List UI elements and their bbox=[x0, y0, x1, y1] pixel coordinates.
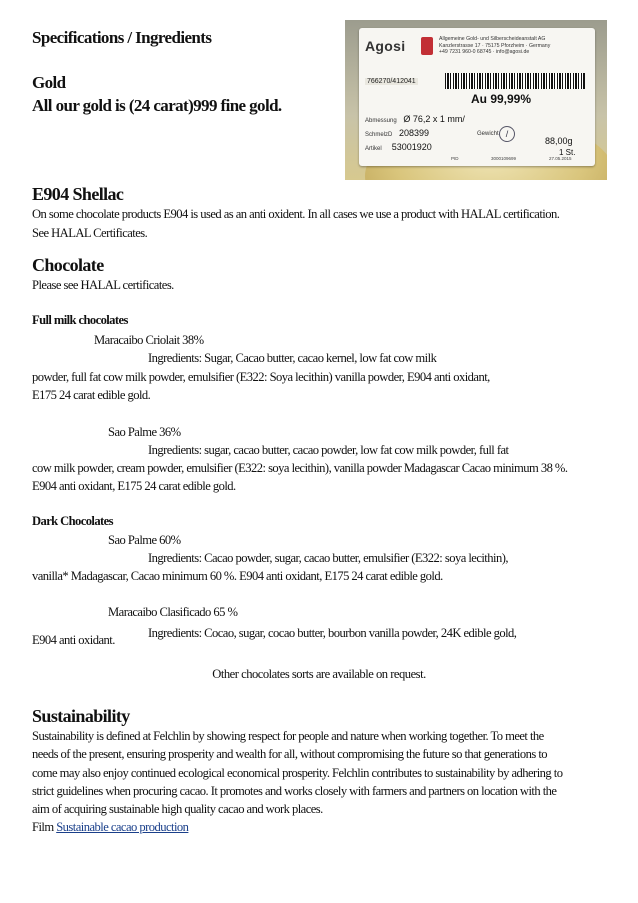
gold-label-photo bbox=[345, 20, 607, 180]
sustainability-line: strict guidelines when procuring cacao. It promotes and works closely with farmers and partners on location with the bbox=[32, 784, 557, 798]
shellac-text-line-2: See HALAL Certificates. bbox=[32, 226, 148, 240]
product-name: Maracaibo Criolait 38% bbox=[94, 333, 204, 347]
shellac-text-line-1: On some chocolate products E904 is used as an anti oxident. In all cases we use a product with HALAL certification. bbox=[32, 207, 560, 221]
product-ingredients-cont: vanilla* Madagascar, Cacao minimum 60 %. E904 anti oxidant, E175 24 carat edible gold. bbox=[32, 569, 443, 583]
sustainability-heading: Sustainability bbox=[32, 706, 130, 726]
label-quantity: 1 St. bbox=[559, 148, 576, 157]
chocolate-intro: Please see HALAL certificates. bbox=[32, 278, 174, 292]
agosi-logo-mark-icon bbox=[421, 37, 433, 55]
sustainability-line: come may also enjoy continued ecological economical prosperity. Felchlin contributes to sustainability by adhering to bbox=[32, 766, 563, 780]
page-title: Specifications / Ingredients bbox=[32, 28, 212, 47]
product-ingredients: Ingredients: Cocao, sugar, cocao butter, bourbon vanilla powder, 24K edible gold, bbox=[148, 626, 517, 640]
label-pid-value: 3000109699 bbox=[491, 156, 517, 161]
product-ingredients: Ingredients: Cacao powder, sugar, cacao butter, emulsifier (E322: soya lecithin), bbox=[148, 551, 508, 565]
product-ingredients-cont: E175 24 carat edible gold. bbox=[32, 388, 151, 402]
label-gewicht: Gewicht bbox=[477, 131, 499, 137]
sustainability-line: aim of acquiring sustainable high quality cacao and work places. bbox=[32, 802, 323, 816]
sustainable-cacao-link[interactable]: Sustainable cacao production bbox=[56, 820, 189, 834]
sustainability-line: needs of the present, ensuring prosperity and wealth for all, without compromising the future so that generations to bbox=[32, 747, 548, 761]
product-ingredients: Ingredients: sugar, cacao butter, cacao powder, low fat cow milk powder, full fat bbox=[148, 443, 509, 457]
label-date: 27.05.2015 bbox=[549, 156, 572, 161]
product-name: Sao Palme 60% bbox=[108, 533, 181, 547]
film-label: Film bbox=[32, 820, 54, 834]
label-code: 766270/412041 bbox=[367, 78, 416, 85]
label-row-schmelz: SchmelzD 208399 bbox=[365, 128, 430, 138]
label-address: Allgemeine Gold- und Silberscheideanstalt AG Kanzlerstrasse 17 · 75175 Pforzheim · Germany +49 7231 960-0 68745 · info@agosi.de bbox=[439, 36, 551, 55]
agosi-logo: Agosi bbox=[365, 38, 406, 54]
label-row-artikel: Artikel 53001920 bbox=[365, 142, 432, 152]
product-ingredients-cont: E904 anti oxidant. bbox=[32, 633, 115, 647]
dark-chocolates-heading: Dark Chocolates bbox=[32, 514, 113, 528]
shellac-heading: E904 Shellac bbox=[32, 184, 124, 204]
product-ingredients-cont: cow milk powder, cream powder, emulsifier (E322: soya lecithin), vanilla powder Madagascar Cacao minimum 38 %. bbox=[32, 461, 568, 475]
gold-statement: All our gold is (24 carat)999 fine gold. bbox=[32, 96, 282, 115]
film-row bbox=[32, 818, 188, 837]
gold-certificate-label bbox=[359, 28, 595, 166]
check-mark-icon: / bbox=[499, 126, 515, 142]
label-purity: Au 99,99% bbox=[471, 92, 532, 106]
product-ingredients-cont: E904 anti oxidant, E175 24 carat edible gold. bbox=[32, 479, 236, 493]
chocolate-heading: Chocolate bbox=[32, 255, 104, 275]
gold-heading: Gold bbox=[32, 73, 66, 92]
sustainability-line: Sustainability is defined at Felchlin by showing respect for people and nature when working together. To meet the bbox=[32, 729, 544, 743]
product-ingredients: Ingredients: Sugar, Cacao butter, cacao kernel, low fat cow milk bbox=[148, 351, 437, 365]
label-row-abmessung: Abmessung Ø 76,2 x 1 mm/ bbox=[365, 114, 465, 124]
label-weight: 88,00g bbox=[545, 136, 573, 146]
barcode-icon bbox=[445, 73, 585, 89]
product-name: Maracaibo Clasificado 65 % bbox=[108, 605, 238, 619]
product-name: Sao Palme 36% bbox=[108, 425, 181, 439]
other-chocolates-note: Other chocolates sorts are available on request. bbox=[212, 667, 426, 681]
label-pid-label: PID bbox=[451, 156, 459, 161]
full-milk-heading: Full milk chocolates bbox=[32, 313, 128, 327]
product-ingredients-cont: powder, full fat cow milk powder, emulsifier (E322: Soya lecithin) vanilla powder, E904 anti oxidant, bbox=[32, 370, 490, 384]
